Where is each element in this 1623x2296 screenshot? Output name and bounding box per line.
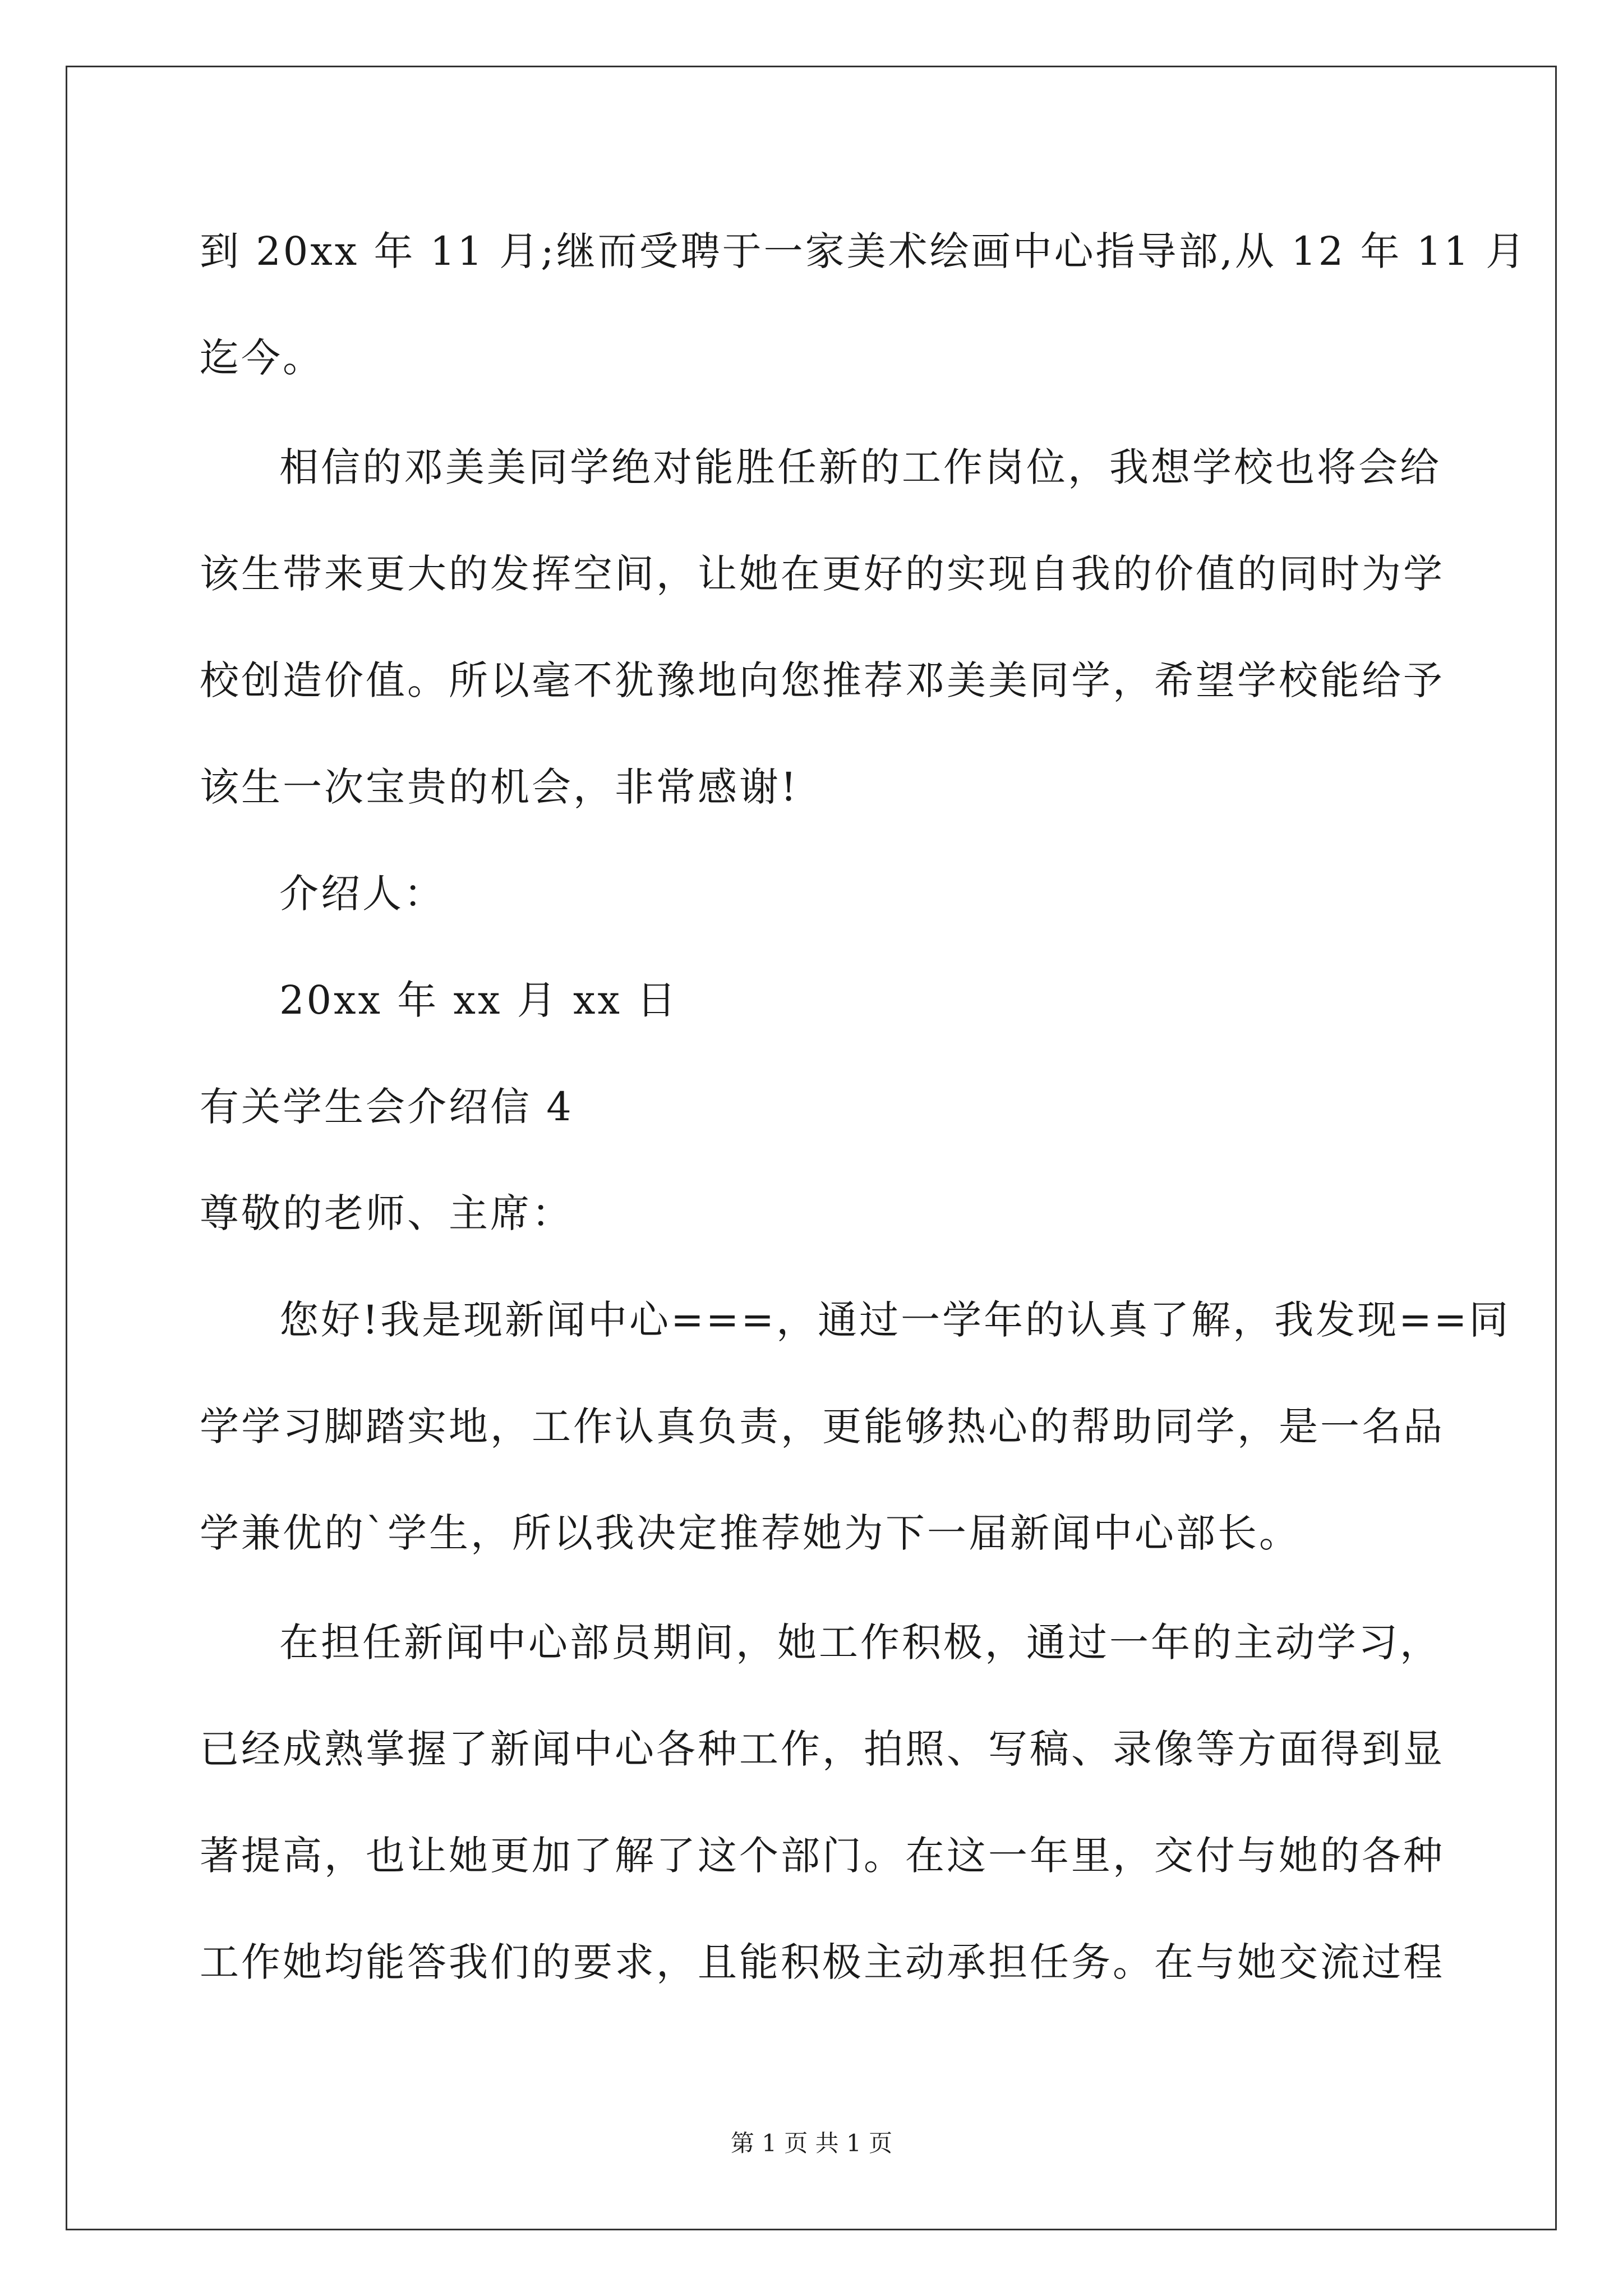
- text-line: 学学习脚踏实地，工作认真负责，更能够热心的帮助同学，是一名品: [200, 1404, 1445, 1450]
- text-line: 在担任新闻中心部员期间，她工作积极，通过一年的主动学习，: [279, 1619, 1441, 1665]
- text-line: 迄今。: [200, 335, 324, 381]
- text-line: 学兼优的`学生，所以我决定推荐她为下一届新闻中心部长。: [200, 1510, 1301, 1556]
- text-line: 到 20xx 年 11 月;继而受聘于一家美术绘画中心指导部,从 12 年 11 月: [200, 228, 1528, 274]
- text-line: 校创造价值。所以毫不犹豫地向您推荐邓美美同学，希望学校能给予: [200, 657, 1445, 703]
- text-line: 工作她均能答我们的要求，且能积极主动承担任务。在与她交流过程: [200, 1939, 1445, 1985]
- text-line: 介绍人：: [279, 871, 445, 917]
- text-line: 该生带来更大的发挥空间，让她在更好的实现自我的价值的同时为学: [200, 551, 1445, 597]
- text-line: 相信的邓美美同学绝对能胜任新的工作岗位，我想学校也将会给: [279, 444, 1441, 490]
- text-line: 您好!我是现新闻中心===，通过一学年的认真了解，我发现==同: [279, 1297, 1511, 1343]
- text-line: 20xx 年 xx 月 xx 日: [279, 977, 679, 1023]
- page-number-footer: 第 1 页 共 1 页: [730, 2129, 893, 2157]
- salutation: 尊敬的老师、主席：: [200, 1190, 573, 1236]
- text-line: 该生一次宝贵的机会，非常感谢!: [200, 764, 799, 810]
- section-heading: 有关学生会介绍信 4: [200, 1084, 574, 1130]
- text-line: 已经成熟掌握了新闻中心各种工作，拍照、写稿、录像等方面得到显: [200, 1726, 1445, 1772]
- page-border: [66, 66, 1557, 2230]
- text-line: 著提高，也让她更加了解了这个部门。在这一年里，交付与她的各种: [200, 1833, 1445, 1879]
